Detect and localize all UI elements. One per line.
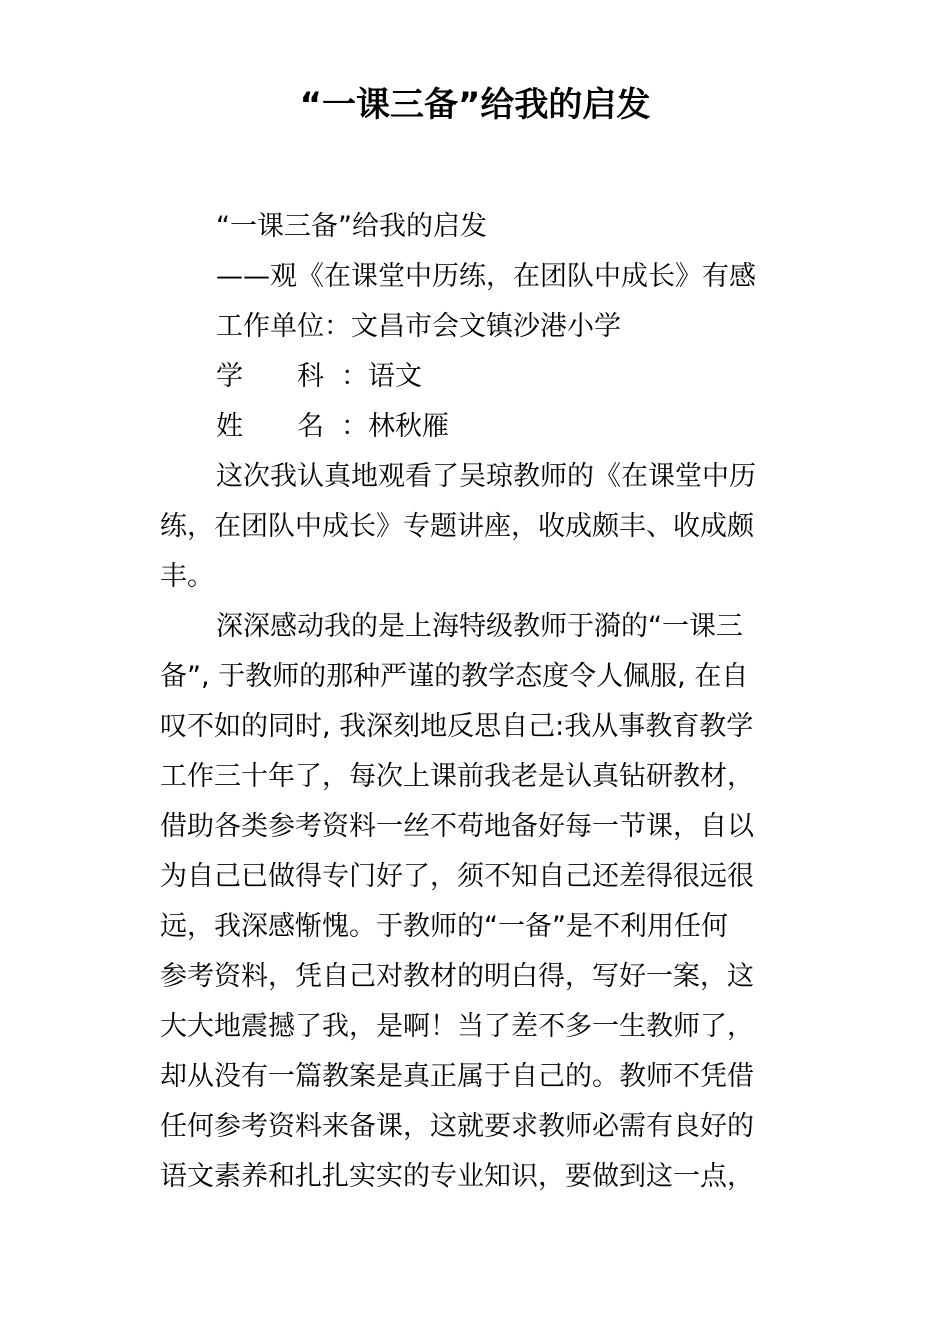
document-title: “一课三备”给我的启发 [299, 85, 651, 125]
paragraph-line: 深深感动我的是上海特级教师于漪的“一课三 [216, 611, 743, 642]
subject-line [160, 352, 800, 402]
document-body [160, 202, 800, 1202]
paragraph-line: 备”, 于教师的那种严谨的教学态度令人佩服, 在自 [160, 661, 749, 692]
paragraph-line: 远，我深感惭愧。于教师的“一备”是不利用任何 [160, 911, 728, 942]
name-value: ：林秋雁 [341, 411, 449, 442]
paragraph-line: 却从没有一篇教案是真正属于自己的。教师不凭借 [160, 1061, 754, 1092]
paragraph-line: 练，在团队中成长》专题讲座，收成颇丰、收成颇 [160, 511, 754, 542]
paragraph-line: 为自己已做得专门好了，须不知自己还差得很远很 [160, 861, 754, 892]
paragraph-line: 任何参考资料来备课，这就要求教师必需有良好的 [160, 1111, 754, 1142]
name-line [160, 402, 800, 452]
paragraph-line: 参考资料，凭自己对教材的明白得，写好一案，这 [160, 961, 754, 992]
article-title: “一课三备”给我的启发 [216, 211, 487, 242]
paragraph-line: 工作三十年了，每次上课前我老是认真钻研教材， [160, 761, 754, 792]
subject-label: 学 科 [216, 361, 324, 392]
paragraph-line: 这次我认真地观看了吴琼教师的《在课堂中历 [216, 461, 756, 492]
work-unit: 工作单位：文昌市会文镇沙港小学 [216, 311, 621, 342]
name-label: 姓 名 [216, 411, 324, 442]
subject-value: ：语文 [341, 361, 422, 392]
paragraph-line: 大大地震撼了我，是啊！当了差不多一生教师了， [160, 1011, 754, 1042]
paragraph-line: 丰。 [160, 561, 214, 592]
paragraph-line: 借助各类参考资料一丝不苟地备好每一节课，自以 [160, 811, 754, 842]
paragraph-line: 叹不如的同时, 我深刻地反思自己:我从事教育教学 [160, 711, 754, 742]
paragraph-line: 语文素养和扎扎实实的专业知识，要做到这一点， [160, 1161, 754, 1192]
article-subheading: ——观《在课堂中历练，在团队中成长》有感 [216, 261, 756, 292]
